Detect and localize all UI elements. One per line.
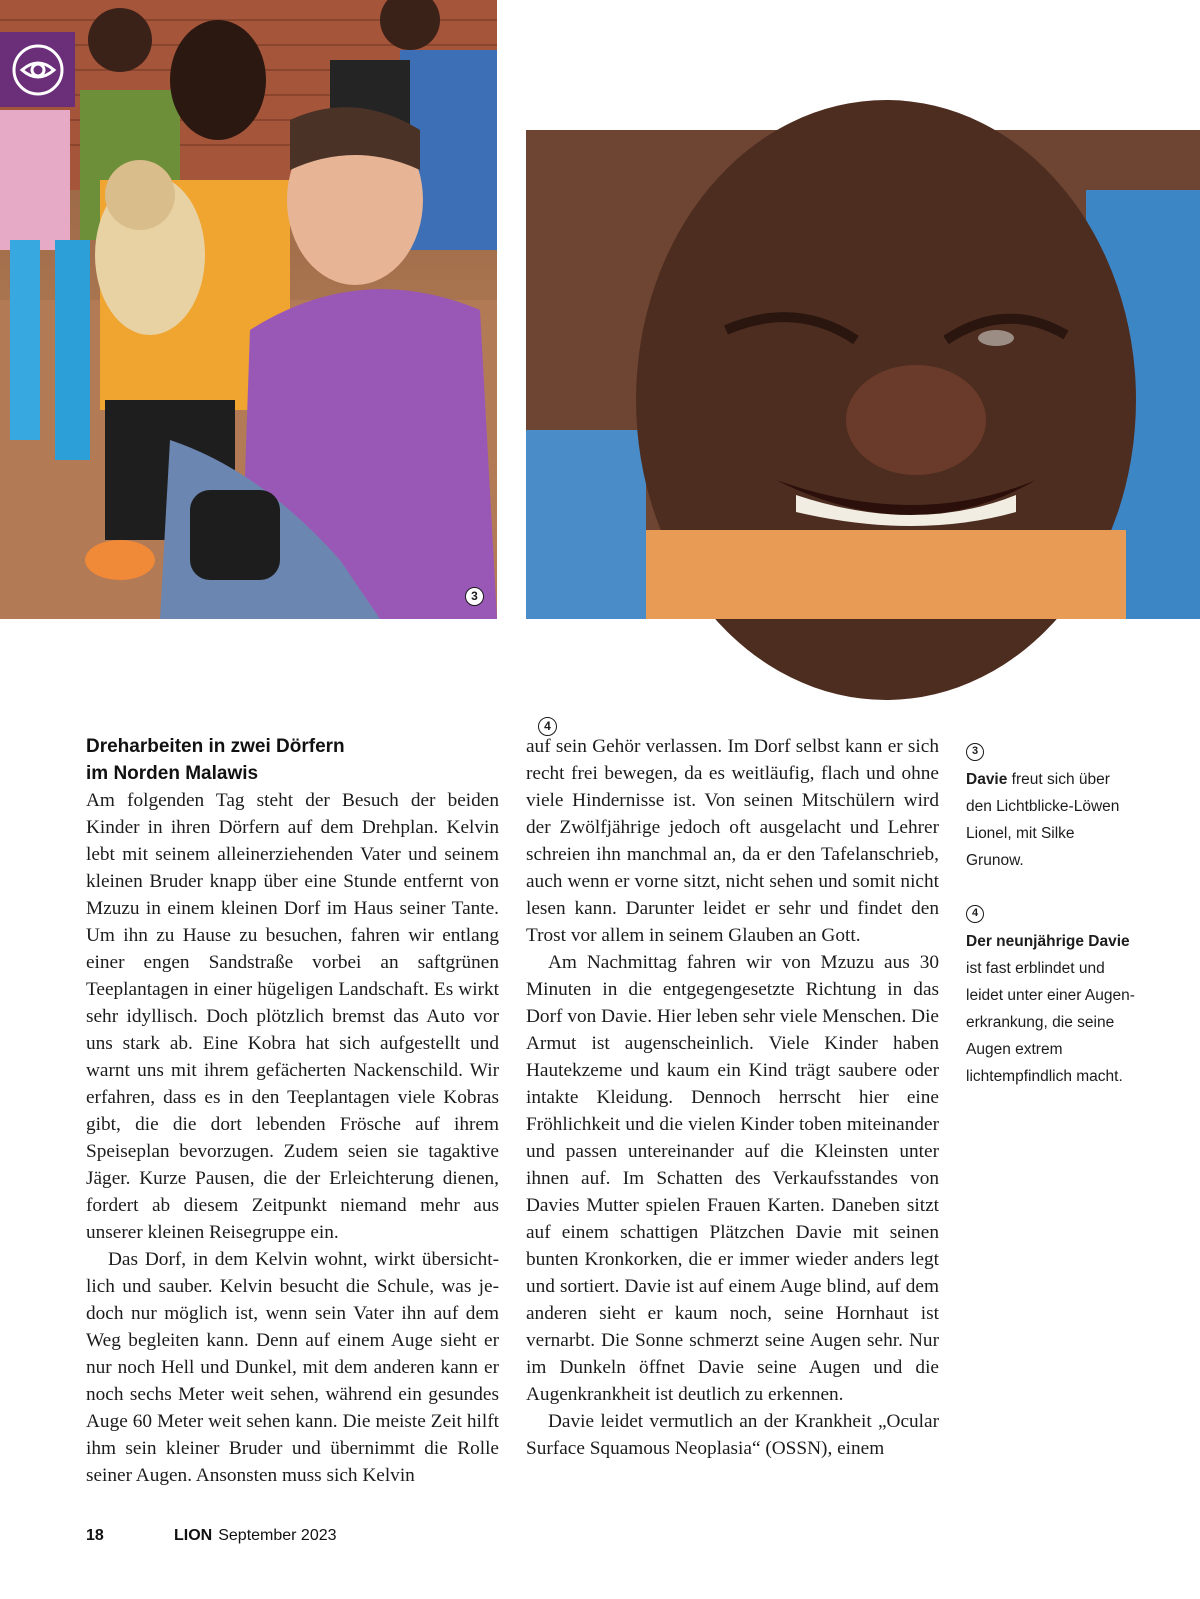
article-column-1 <box>86 733 499 1489</box>
caption-number-4: 4 <box>966 905 984 923</box>
caption-bold: Der neunjährige Davie <box>966 933 1130 950</box>
subheading-line-1: Dreharbeiten in zwei Dörfern <box>86 736 345 757</box>
subheading-line-2: im Norden Malawis <box>86 763 259 784</box>
magazine-name: LION <box>174 1527 213 1544</box>
photo-number-3: 3 <box>465 587 484 606</box>
caption-name: Davie <box>966 771 1008 788</box>
paragraph: auf sein Gehör verlassen. Im Dorf selbst kann er sich recht frei bewegen, da es weitläufig, flach und ohne viele Hindernisse ist. Von seinen Mitschülern wird der Zwölfjährige jedoch oft ausgelacht und Lehrer schreien ihn manchmal an, da er den Tafelanschrieb, auch wenn er vorne sitzt, nicht sehen und somit nicht lesen kann. Darunter leidet er sehr und findet den Trost vor allem in seinem Glauben an Gott. <box>526 736 939 946</box>
eye-icon <box>12 44 64 96</box>
page-number: 18 <box>86 1527 104 1544</box>
caption-text <box>966 766 1136 874</box>
caption-body: ist fast erblindet und leidet unter einer Augenerkrankung, die seine Augen extrem lichtempfindlich macht. <box>966 960 1135 1085</box>
caption-body: freut sich über den Lichtblicke-Löwen Lionel, mit Silke Grunow. <box>966 771 1120 869</box>
eye-badge <box>0 32 75 107</box>
caption-number-3: 3 <box>966 743 984 761</box>
caption-text <box>966 928 1136 1090</box>
issue-date: September 2023 <box>218 1527 337 1544</box>
page-footer <box>86 1527 337 1545</box>
caption-photo-3 <box>966 736 1136 874</box>
photo-number-4: 4 <box>538 717 557 736</box>
paragraph: Davie leidet vermutlich an der Krankheit „Ocular Surface Squamous Neoplasia“ (OSSN), einem <box>526 1411 939 1459</box>
caption-photo-4 <box>966 898 1136 1090</box>
paragraph: Am folgenden Tag steht der Besuch der beiden Kinder in ihren Dörfern auf dem Drehplan. Kelvin lebt mit seinem alleinerziehenden Vater und seinem kleinen Bruder knapp über eine Stunde entfernt von Mzuzu in einem kleinen Dorf im Haus seiner Tante. Um ihn zu Hause zu besuchen, fahren wir entlang einer engen Sandstraße vorbei an saftgrünen Teeplantagen in einer hügeligen Landschaft. Es wirkt sehr idyllisch. Doch plötzlich bremst das Auto vor uns stark ab. Eine Kobra hat sich aufgestellt und warnt uns mit ihrem gefächerten Nackenschild. Wir erfahren, dass es in den Teeplantagen viele Kobras gibt, die die dort lebenden Frösche auf ihrem Speiseplan bevorzugen. Zudem seien sie tagaktive Jäger. Kurze Pausen, die der Erleichterung dienen, fordert ab diesem Zeitpunkt niemand mehr aus unserer kleinen Reisegruppe ein. <box>86 790 499 1243</box>
paragraph: Das Dorf, in dem Kelvin wohnt, wirkt übersichtlich und sauber. Kelvin besucht die Schule, was jedoch nur möglich ist, wenn sein Vater ihn auf dem Weg begleiten kann. Denn auf einem Auge sieht er nur noch Hell und Dunkel, mit dem anderen kann er noch sechs Meter weit sehen, während ein gesundes Auge 60 Meter weit sehen kann. Die meiste Zeit hilft ihm sein kleiner Bruder und übernimmt die Rolle seiner Augen. Ansonsten muss sich Kelvin <box>86 1249 499 1486</box>
photo-illustration <box>526 130 1200 619</box>
paragraph: Am Nachmittag fahren wir von Mzuzu aus 30 Minuten in die entgegengesetzte Richtung in das Dorf von Davie. Hier leben sehr viele Menschen. Die Armut ist augenscheinlich. Viele Kinder haben Hautekzeme und kaum ein Kind trägt saubere oder intakte Kleidung. Dennoch herrscht hier eine Fröhlichkeit und die vielen Kinder toben miteinander und passen untereinander auf die Kleinsten unter ihnen auf. Im Schatten des Verkaufsstandes von Davies Mutter spielen Frauen Karten. Daneben sitzt auf einem schattigen Plätzchen Davie mit seinen bunten Kronkorken, die er immer wieder anders legt und sortiert. Davie ist auf einem Auge blind, auf dem anderen sieht er kaum noch, seine Hornhaut ist vernarbt. Die Sonne schmerzt seine Augen sehr. Nur im Dunkeln öffnet Davie seine Augen und die Augenkrankheit ist deutlich zu erkennen. <box>526 952 939 1405</box>
article-column-2 <box>526 733 939 1462</box>
photo-davie-portrait <box>526 130 1200 733</box>
subheading <box>86 733 499 787</box>
